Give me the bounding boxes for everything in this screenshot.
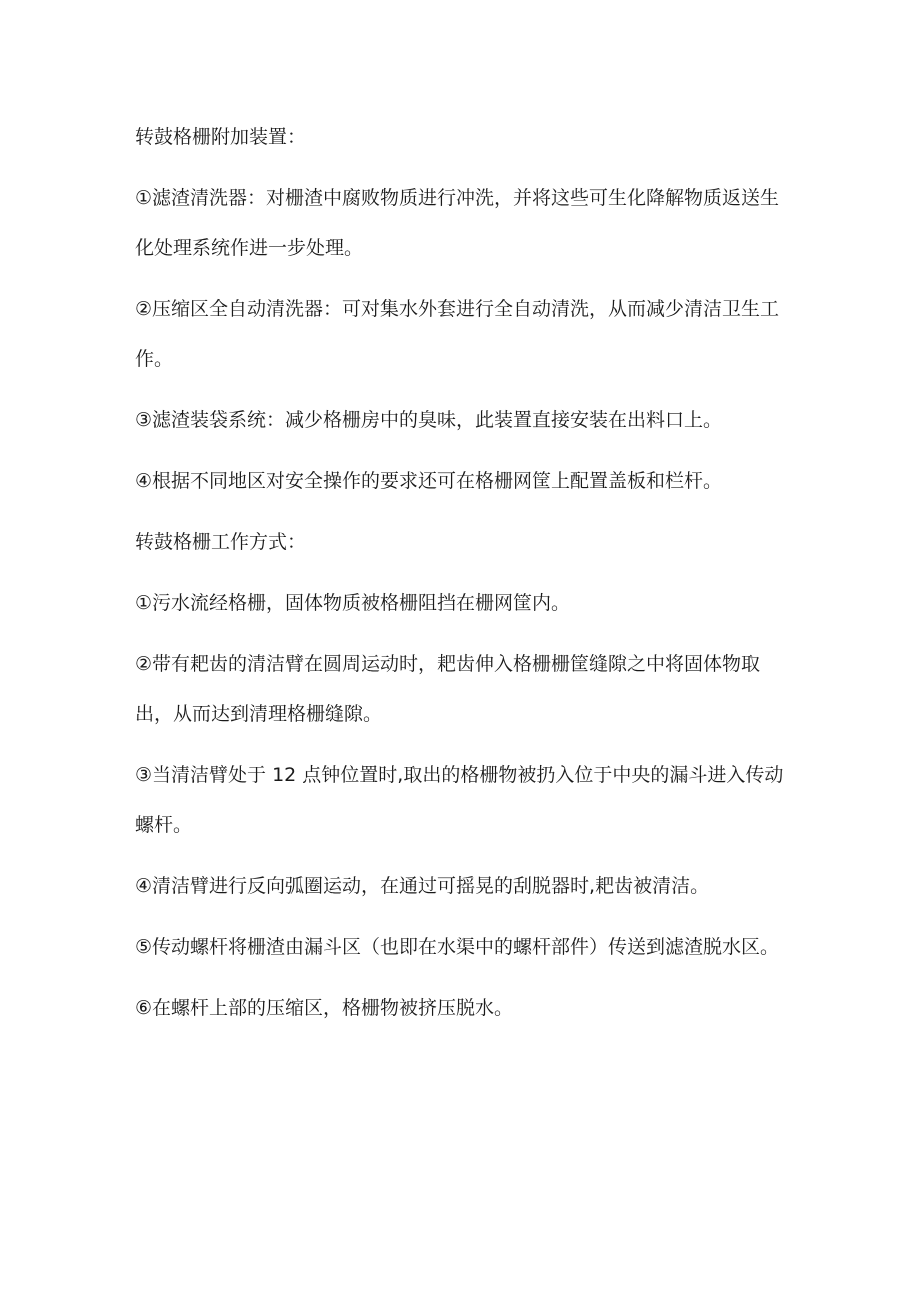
paragraph: ③当清洁臂处于 12 点钟位置时,取出的格栅物被扔入位于中央的漏斗进入传动螺杆。 [135,764,784,836]
section-heading-working-method: 转鼓格栅工作方式： [135,531,307,553]
paragraph: ④根据不同地区对安全操作的要求还可在格栅网筐上配置盖板和栏杆。 [135,470,723,492]
paragraph: ③滤渣装袋系统：减少格栅房中的臭味，此装置直接安装在出料口上。 [135,409,723,431]
paragraph: ①污水流经格栅，固体物质被格栅阻挡在栅网筐内。 [135,592,571,614]
paragraph: ④清洁臂进行反向弧圈运动，在通过可摇晃的刮脱器时,耙齿被清洁。 [135,875,710,897]
section-heading-attachments: 转鼓格栅附加装置： [135,126,307,148]
paragraph: ②压缩区全自动清洗器：可对集水外套进行全自动清洗，从而减少清洁卫生工作。 [135,298,780,370]
document-body [135,112,795,1044]
paragraph: ②带有耙齿的清洁臂在圆周运动时，耙齿伸入格栅栅筐缝隙之中将固体物取出，从而达到清理格栅缝隙。 [135,653,761,725]
paragraph: ①滤渣清洗器：对栅渣中腐败物质进行冲洗，并将这些可生化降解物质返送生化处理系统作进一步处理。 [135,187,780,259]
paragraph: ⑥在螺杆上部的压缩区，格栅物被挤压脱水。 [135,997,514,1019]
paragraph: ⑤传动螺杆将栅渣由漏斗区（也即在水渠中的螺杆部件）传送到滤渣脱水区。 [135,936,780,958]
